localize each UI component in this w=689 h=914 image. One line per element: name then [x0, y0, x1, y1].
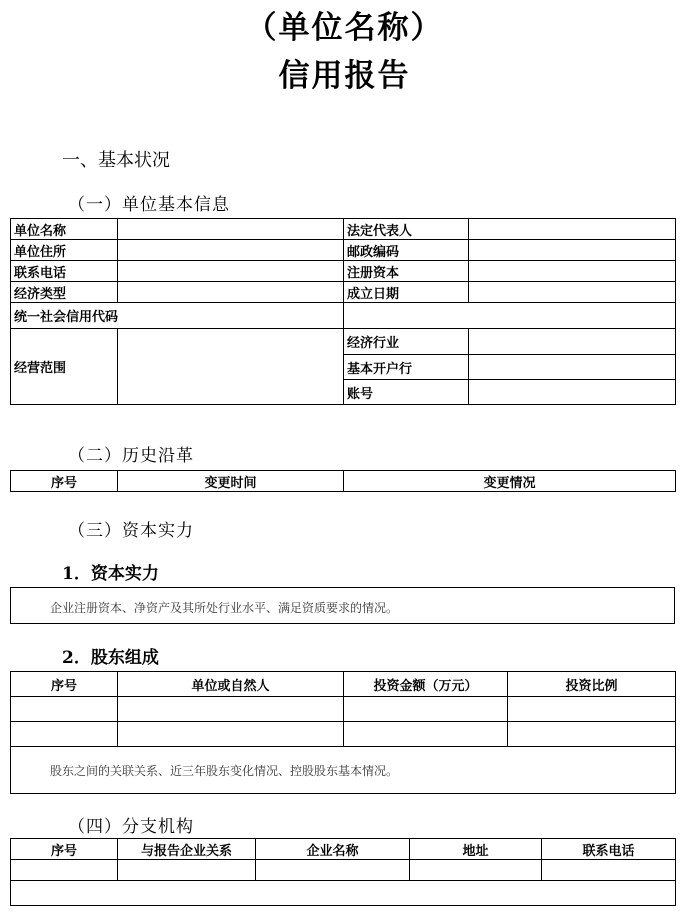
label-postcode: 邮政编码 — [344, 240, 469, 261]
est-date-cell[interactable] — [469, 282, 676, 303]
branches-heading: （四）分支机构 — [68, 817, 194, 837]
report-title-unit-name: （单位名称） — [245, 10, 444, 46]
history-heading: （二）历史沿革 — [68, 446, 194, 466]
unit-name-cell[interactable] — [118, 219, 344, 240]
table-row — [11, 697, 676, 722]
table-cell[interactable] — [542, 860, 676, 881]
table-row — [11, 881, 676, 906]
table-cell[interactable] — [508, 697, 676, 722]
report-title: 信用报告 — [278, 58, 411, 94]
table-cell[interactable] — [410, 860, 542, 881]
legal-rep-cell[interactable] — [469, 219, 676, 240]
table-cell[interactable] — [344, 722, 508, 747]
reg-capital-cell[interactable] — [469, 261, 676, 282]
table-row — [11, 282, 676, 303]
column-header: 序号 — [11, 839, 118, 860]
table-row — [11, 722, 676, 747]
postcode-cell[interactable] — [469, 240, 676, 261]
business-scope-cell[interactable] — [118, 329, 344, 405]
column-header: 与报告企业关系 — [118, 839, 256, 860]
shareholders-note: 股东之间的关联关系、近三年股东变化情况、控股股东基本情况。 — [11, 747, 676, 794]
table-cell[interactable] — [508, 722, 676, 747]
column-header: 投资金额（万元） — [344, 672, 508, 697]
section-basic-status-heading: 一、基本状况 — [62, 150, 170, 171]
label-address: 单位住所 — [11, 240, 118, 261]
history-table — [10, 470, 676, 492]
column-header: 单位或自然人 — [118, 672, 344, 697]
account-cell[interactable] — [469, 380, 676, 405]
table-row — [11, 261, 676, 282]
shareholders-subheading: 2．股东组成 — [62, 648, 159, 668]
shareholders-table — [10, 671, 676, 794]
column-header: 企业名称 — [256, 839, 410, 860]
table-cell[interactable] — [11, 697, 118, 722]
table-row — [11, 240, 676, 261]
table-header-row — [11, 471, 676, 492]
table-row — [11, 303, 676, 329]
capital-strength-heading: （三）资本实力 — [68, 521, 194, 541]
table-cell[interactable] — [11, 881, 676, 906]
table-cell[interactable] — [344, 697, 508, 722]
label-business-scope: 经营范围 — [11, 329, 118, 405]
label-econ-type: 经济类型 — [11, 282, 118, 303]
industry-cell[interactable] — [469, 329, 676, 355]
credit-code-cell[interactable] — [344, 303, 676, 329]
table-cell[interactable] — [256, 860, 410, 881]
capital-strength-subheading: 1．资本实力 — [62, 564, 159, 584]
table-row — [11, 860, 676, 881]
label-phone: 联系电话 — [11, 261, 118, 282]
column-header: 序号 — [11, 672, 118, 697]
label-bank: 基本开户行 — [344, 355, 469, 380]
label-account: 账号 — [344, 380, 469, 405]
econ-type-cell[interactable] — [118, 282, 344, 303]
label-reg-capital: 注册资本 — [344, 261, 469, 282]
branches-table — [10, 838, 676, 906]
table-header-row — [11, 672, 676, 697]
column-header: 变更情况 — [344, 471, 676, 492]
column-header: 地址 — [410, 839, 542, 860]
table-cell[interactable] — [11, 722, 118, 747]
table-cell[interactable] — [118, 697, 344, 722]
table-row — [11, 329, 676, 355]
capital-strength-note: 企业注册资本、净资产及其所处行业水平、满足资质要求的情况。 — [10, 587, 675, 624]
label-credit-code: 统一社会信用代码 — [11, 303, 344, 329]
table-row — [11, 219, 676, 240]
table-header-row — [11, 839, 676, 860]
label-unit-name: 单位名称 — [11, 219, 118, 240]
column-header: 联系电话 — [542, 839, 676, 860]
table-cell[interactable] — [118, 860, 256, 881]
table-cell[interactable] — [118, 722, 344, 747]
column-header: 投资比例 — [508, 672, 676, 697]
bank-cell[interactable] — [469, 355, 676, 380]
address-cell[interactable] — [118, 240, 344, 261]
table-cell[interactable] — [11, 860, 118, 881]
phone-cell[interactable] — [118, 261, 344, 282]
unit-basic-info-table — [10, 218, 676, 405]
label-legal-rep: 法定代表人 — [344, 219, 469, 240]
column-header: 变更时间 — [118, 471, 344, 492]
unit-basic-info-heading: （一）单位基本信息 — [68, 195, 230, 215]
label-est-date: 成立日期 — [344, 282, 469, 303]
column-header: 序号 — [11, 471, 118, 492]
label-industry: 经济行业 — [344, 329, 469, 355]
table-row — [11, 747, 676, 794]
